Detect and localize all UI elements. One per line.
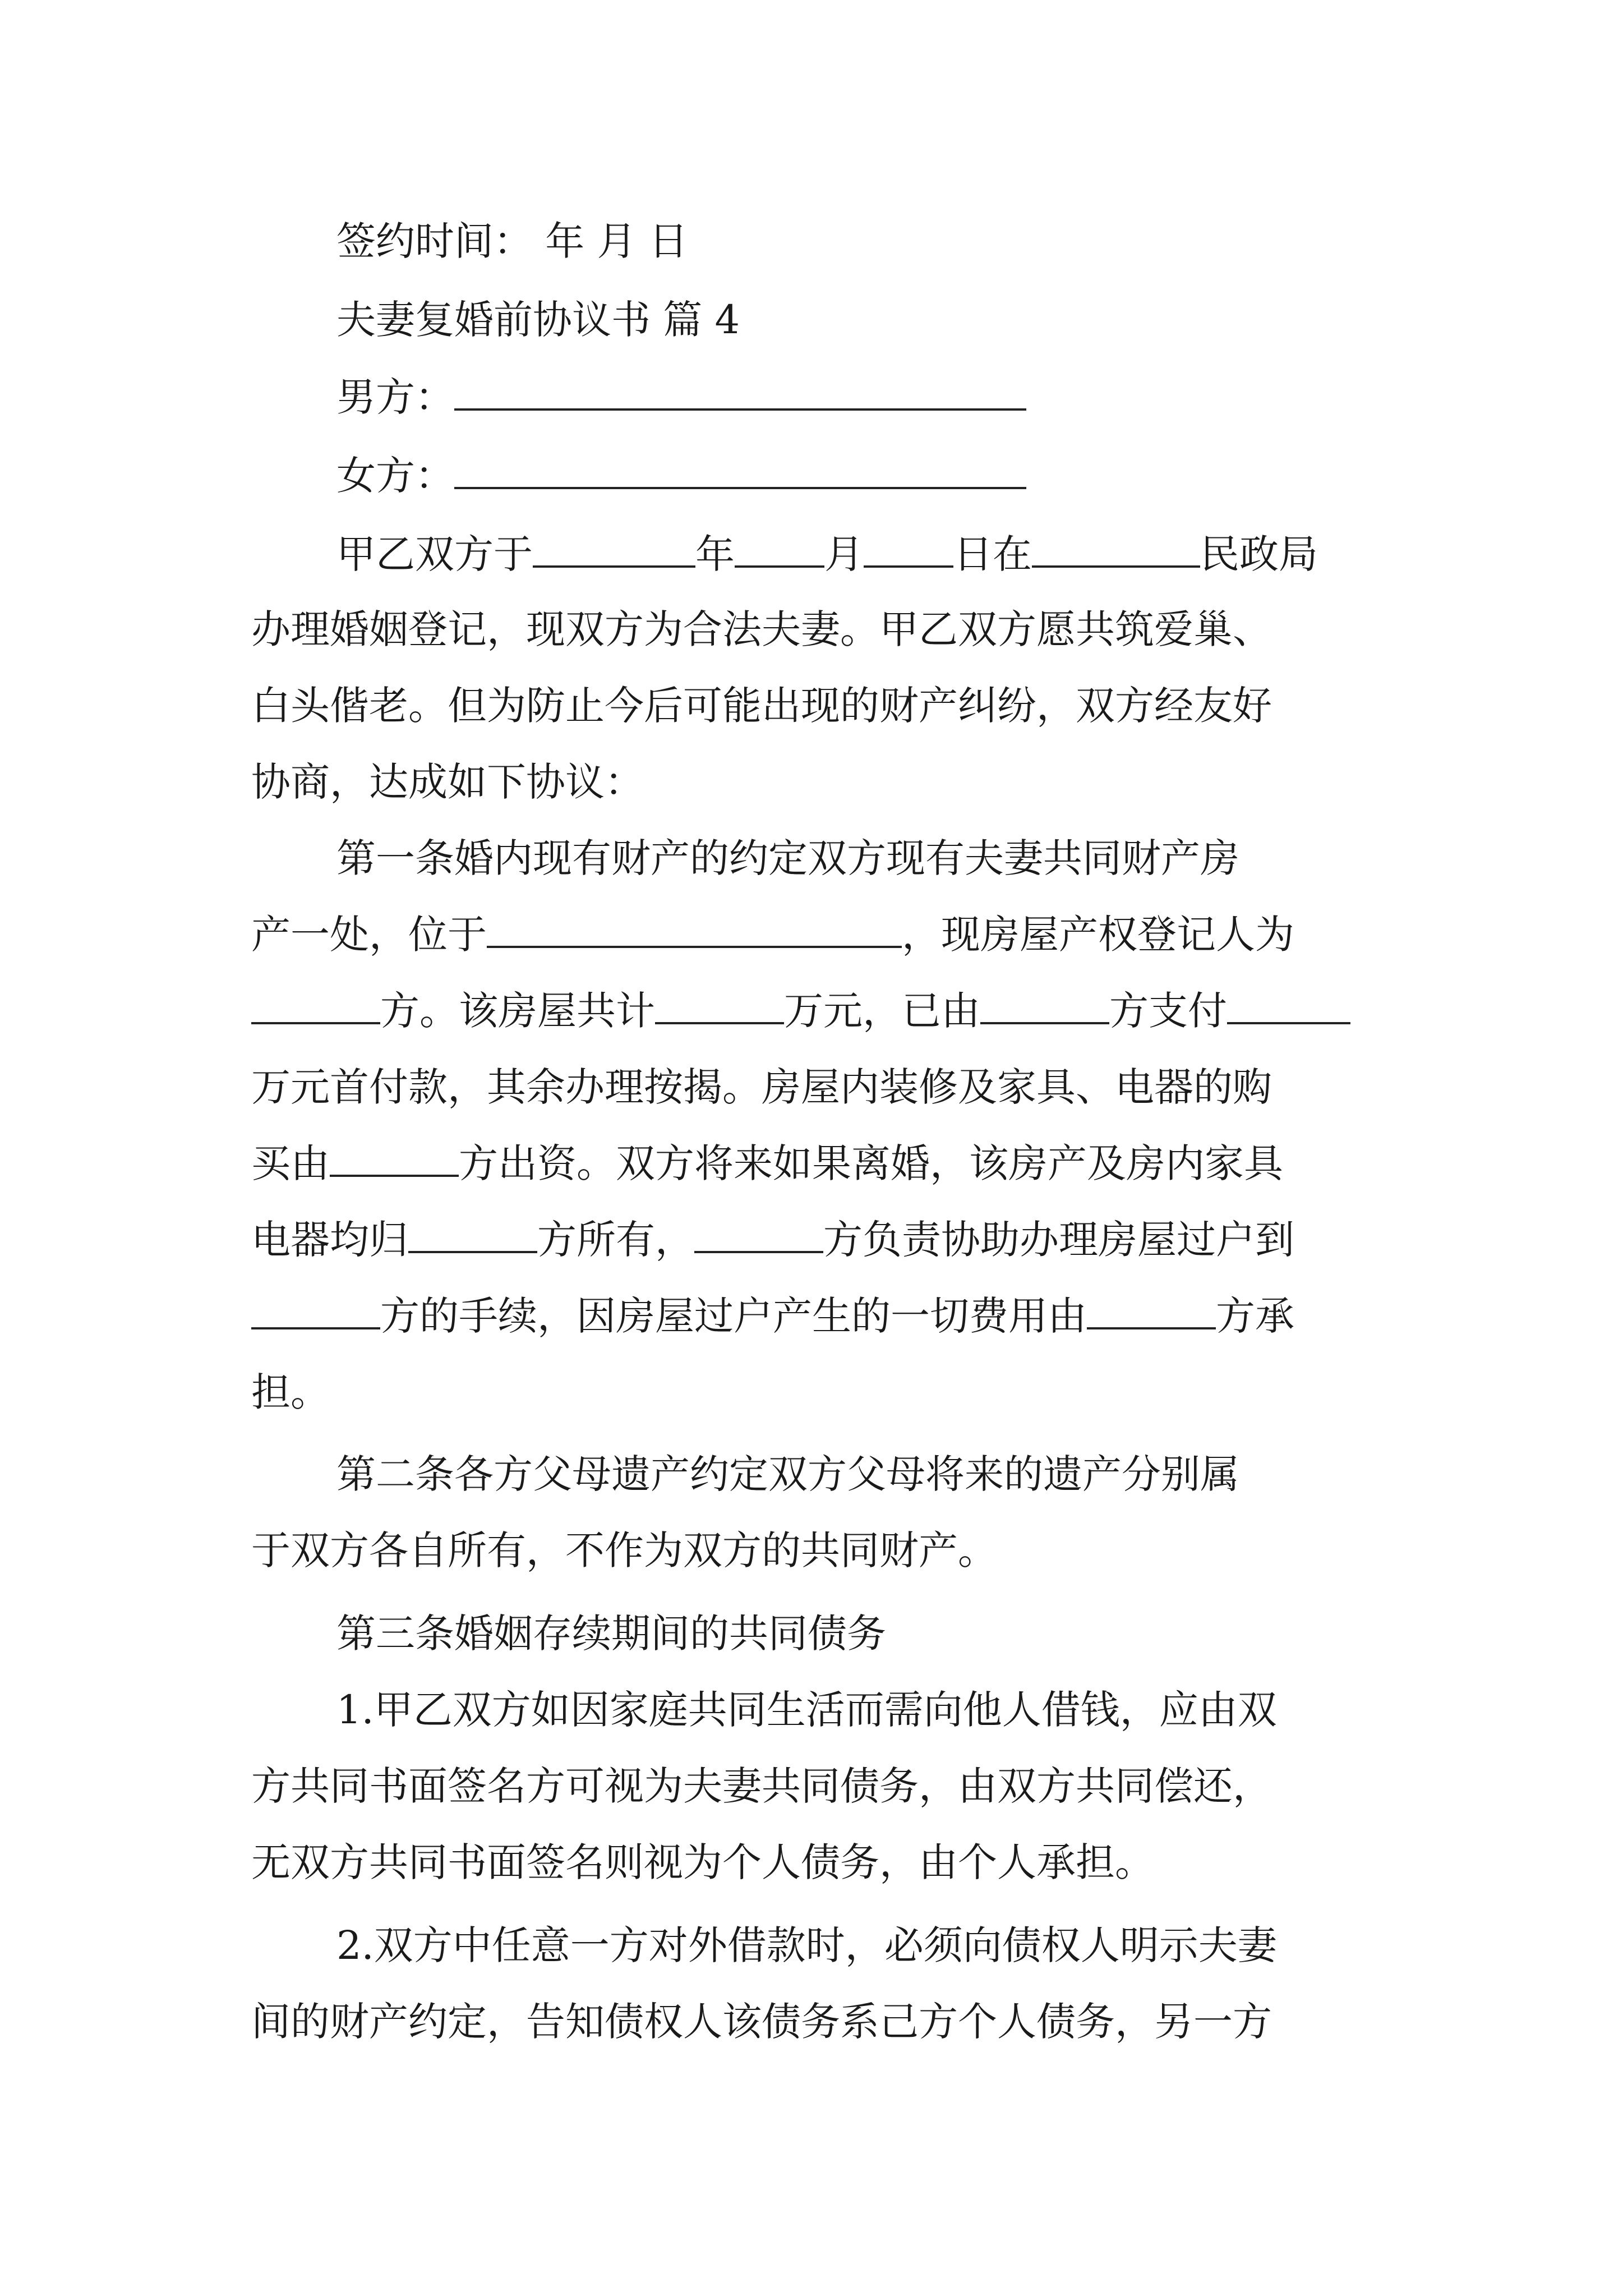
- article1-text: 方。该房屋共计: [380, 988, 655, 1034]
- article1-line-6: [251, 1203, 1294, 1276]
- article1-text: 方支付: [1109, 988, 1227, 1034]
- location-blank: [487, 902, 902, 948]
- owner-blank: [251, 978, 380, 1024]
- transfer-to-blank: [251, 1283, 380, 1329]
- year-blank: [533, 522, 695, 568]
- day-blank: [864, 522, 953, 568]
- article2-line-1: 第二条各方父母遗产约定双方父母将来的遗产分别属: [336, 1451, 1239, 1497]
- article3-p1-line-1: 1.甲乙双方如因家庭共同生活而需向他人借钱，应由双: [336, 1687, 1277, 1733]
- article1-line-7: [251, 1280, 1294, 1352]
- intro-text: 甲乙双方于: [336, 531, 533, 577]
- month-blank: [735, 522, 824, 568]
- sign-time: 签约时间： 年 月 日: [336, 218, 688, 264]
- article1-line-8: 担。: [251, 1369, 330, 1415]
- bureau-blank: [1032, 522, 1200, 568]
- price-blank: [655, 978, 784, 1024]
- male-name-blank: [454, 365, 1026, 411]
- funder-blank: [330, 1131, 459, 1177]
- intro-text: 民政局: [1200, 531, 1318, 577]
- male-label: 男方：: [336, 374, 454, 420]
- intro-line-4: 协商，达成如下协议：: [251, 759, 644, 805]
- article1-line-1: 第一条婚内现有财产的约定双方现有夫妻共同财产房: [336, 835, 1239, 881]
- article3-p1-line-2: 方共同书面签名方可视为夫妻共同债务，由双方共同偿还，: [251, 1763, 1272, 1809]
- article1-text: 产一处，位于: [251, 912, 487, 958]
- intro-text: 月: [824, 531, 864, 577]
- article3-p1-line-3: 无双方共同书面签名则视为个人债务，由个人承担。: [251, 1839, 1154, 1885]
- female-name-blank: [454, 443, 1026, 489]
- intro-text: 年: [695, 531, 735, 577]
- female-party-line: [336, 439, 1026, 512]
- article1-text: 方负责协助办理房屋过户到: [823, 1217, 1294, 1263]
- article1-text: 买由: [251, 1140, 330, 1186]
- article1-line-3: [251, 974, 1350, 1047]
- article1-line-2: [251, 898, 1294, 971]
- payment-blank: [1227, 978, 1350, 1024]
- article2-line-2: 于双方各自所有，不作为双方的共同财产。: [251, 1527, 997, 1573]
- article1-text: 方的手续，因房屋过户产生的一切费用由: [380, 1293, 1087, 1339]
- article1-text: ，现房屋产权登记人为: [902, 912, 1294, 958]
- belongs-to-blank: [408, 1207, 537, 1253]
- article1-line-4: 万元首付款，其余办理按揭。房屋内装修及家具、电器的购: [251, 1064, 1272, 1110]
- fee-party-blank: [1087, 1283, 1216, 1329]
- payer-blank: [980, 978, 1109, 1024]
- article1-text: 方所有，: [537, 1217, 694, 1263]
- article1-text: 电器均归: [251, 1217, 408, 1263]
- intro-line-2: 办理婚姻登记，现双方为合法夫妻。甲乙双方愿共筑爱巢、: [251, 606, 1272, 652]
- assist-party-blank: [694, 1207, 823, 1253]
- intro-line-1: [336, 518, 1318, 591]
- intro-line-3: 白头偕老。但为防止今后可能出现的财产纠纷，双方经友好: [251, 683, 1272, 729]
- article1-text: 方出资。双方将来如果离婚，该房产及房内家具: [459, 1140, 1283, 1186]
- article1-text: 万元，已由: [784, 988, 980, 1034]
- article1-line-5: [251, 1127, 1283, 1200]
- article3-p2-line-1: 2.双方中任意一方对外借款时，必须向债权人明示夫妻: [336, 1922, 1277, 1968]
- article3-p2-line-2: 间的财产约定，告知债权人该债务系己方个人债务，另一方: [251, 1999, 1272, 2045]
- article1-text: 方承: [1216, 1293, 1294, 1339]
- document-heading: 夫妻复婚前协议书 篇 4: [336, 297, 740, 343]
- female-label: 女方：: [336, 453, 454, 499]
- intro-text: 日在: [953, 531, 1032, 577]
- article3-title: 第三条婚姻存续期间的共同债务: [336, 1611, 886, 1657]
- male-party-line: [336, 361, 1026, 434]
